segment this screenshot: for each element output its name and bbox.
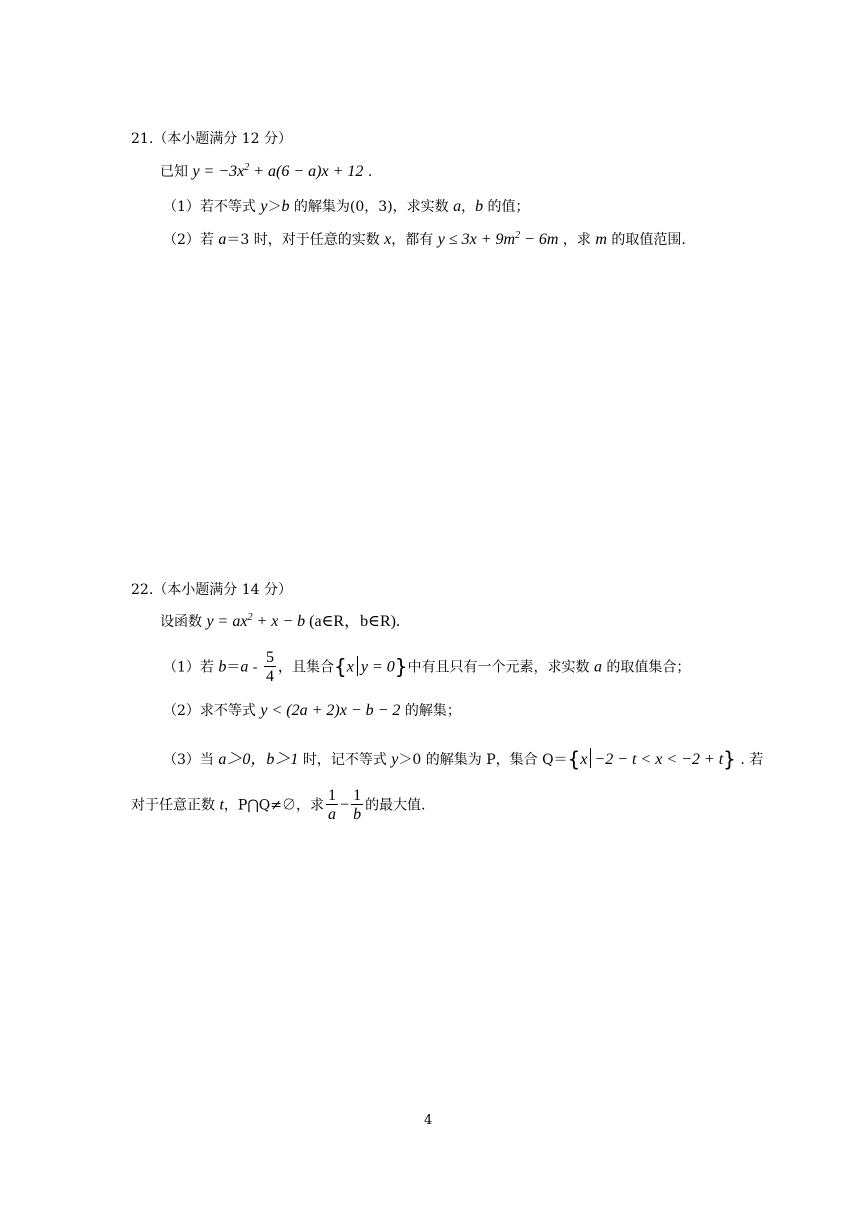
fraction-one-over-b: $\frac{1}{b}$ (353, 787, 362, 823)
q21-given-prefix: 已知 (160, 164, 188, 180)
q21-part2: （2）若 a＝3 时，对于任意的实数 x，都有 $y \le 3x + 9m^2 - 6m$ ，求 m 的取值范围. (163, 230, 686, 248)
q22-definition-formula: $y = ax^2 + x - b$ (206, 612, 306, 630)
fraction-five-fourths: $\frac{5}{4}$ (266, 649, 274, 685)
q22-part3-line1: （3）当 a＞0，b＞1 时，记不等式 y＞0 的解集为 P，集合 Q＝{x −2 − t < x < −2 + t} . 若 (163, 747, 764, 771)
page-number: 4 (424, 1113, 433, 1128)
q22-part2: （2）求不等式 y < (2a + 2)x − b − 2 的解集； (163, 702, 461, 719)
q22-heading: 22.（本小题满分 14 分） (131, 582, 292, 598)
q21-given: 已知 $y = -3x^2 + a(6 - a)x + 12$ . (160, 162, 373, 180)
fraction-one-over-a: $\frac{1}{a}$ (328, 787, 337, 823)
q22-part1: （1）若 b＝a - $\frac{5}{4}$ ，且集合{x y = 0}中有且只有一个元素，求实数 a 的取值集合； (163, 649, 691, 685)
q21-heading: 21.（本小题满分 12 分） (131, 131, 292, 147)
q21-part2-formula: $y \le 3x + 9m^2 - 6m$ (437, 230, 559, 248)
q21-given-formula: $y = -3x^2 + a(6 - a)x + 12$ (192, 162, 364, 180)
q21-part1: （1）若不等式 y＞b 的解集为(0，3)，求实数 a，b 的值； (163, 198, 530, 215)
q22-definition: 设函数 $y = ax^2 + x - b$ (a∈R，b∈R). (160, 612, 400, 630)
q22-part2-formula: y < (2a + 2)x − b − 2 (260, 702, 401, 719)
q22-part3-line2: 对于任意正数 t，P⋂Q≠∅，求 $\frac{1}{a}$ − $\frac{1}{b}$ 的最大值. (131, 787, 426, 823)
